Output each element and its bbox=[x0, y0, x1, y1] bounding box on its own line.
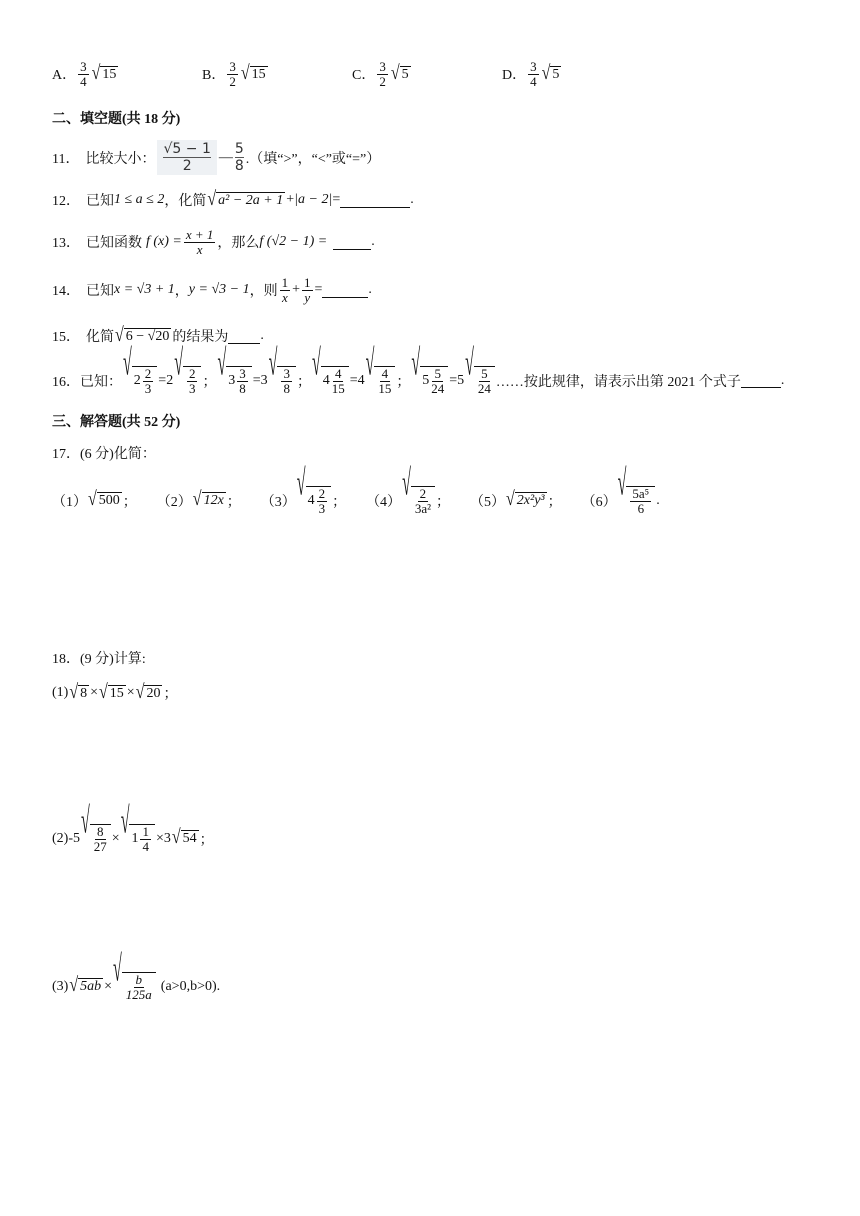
question-12 bbox=[52, 190, 414, 210]
q12-end: . bbox=[410, 192, 414, 207]
option-fraction: $\frac{3}{4}$ bbox=[80, 59, 87, 89]
q16-end: . bbox=[780, 372, 785, 388]
q14-y: y = √3 − 1 bbox=[188, 282, 250, 298]
q14-text: 已知 bbox=[86, 284, 114, 300]
q18-p2-sqrt-3: √ 54 bbox=[171, 826, 197, 849]
q15-end: . bbox=[260, 328, 264, 343]
q16-coefficient: 4 bbox=[357, 372, 365, 388]
q16-coefficient: 3 bbox=[260, 372, 268, 388]
q17-separator: ； bbox=[226, 494, 241, 510]
q18-p1-sqrt-b: √ 15 bbox=[99, 681, 124, 703]
option-label: C． bbox=[352, 68, 376, 84]
q16-term-rhs: √ $\frac{5}{24}$ bbox=[465, 366, 495, 395]
q16-term-rhs: √ $\frac{4}{15}$ bbox=[366, 366, 396, 395]
q18-p2-label: (2)-5 bbox=[52, 830, 80, 846]
q12-answer-blank[interactable] bbox=[340, 193, 410, 208]
q14-frac-1: $\frac{1}{x}$ bbox=[281, 275, 289, 305]
q18-p2-end: ； bbox=[199, 832, 214, 848]
q17-item-expression: √ $\frac{\text{5a⁵}}{6}$ bbox=[618, 486, 656, 515]
q11-hint: .（填“>”，“<”或“=”） bbox=[245, 151, 381, 167]
q17-item-label: （2） bbox=[156, 494, 192, 510]
q14-end: . bbox=[368, 282, 372, 298]
question-15 bbox=[52, 326, 264, 346]
q18-p2-times: × bbox=[111, 830, 120, 846]
q13-text: 已知函数 bbox=[86, 236, 142, 252]
q16-coefficient: 5 bbox=[457, 372, 465, 388]
q18-p1-end: ； bbox=[163, 687, 178, 702]
q16-separator: ； bbox=[396, 374, 411, 390]
option-fraction: $\frac{3}{2}$ bbox=[379, 59, 386, 89]
question-16 bbox=[52, 344, 785, 396]
q18-p1-times: × bbox=[90, 685, 99, 700]
q14-number: 14． bbox=[52, 284, 80, 300]
question-18-head bbox=[52, 648, 146, 668]
question-18-part-3 bbox=[52, 950, 221, 1002]
q18-p2-sqrt-1: √ $\frac{8}{27}$ bbox=[81, 824, 111, 853]
option-c[interactable] bbox=[352, 60, 412, 88]
question-17-items bbox=[52, 464, 660, 516]
q17-item-expression: √ $\frac{2}{\text{3a²}}$ bbox=[402, 486, 435, 515]
q16-term-rhs: √ $\frac{3}{8}$ bbox=[269, 366, 296, 395]
q14-answer-blank[interactable] bbox=[322, 283, 368, 298]
option-radical: √ 5 bbox=[390, 62, 409, 84]
q16-term-lhs: √ 5 $\frac{5}{24}$ bbox=[411, 366, 448, 395]
q16-equals: = bbox=[252, 372, 261, 388]
q17-heading: 17．(6 分)化简： bbox=[52, 447, 156, 462]
q12-text: 已知 bbox=[86, 194, 114, 209]
q14-frac-2: $\frac{1}{y}$ bbox=[304, 275, 311, 305]
q17-item-label: （5） bbox=[470, 494, 506, 510]
q18-p2-sqrt-2: √ 1 $\frac{1}{4}$ bbox=[121, 824, 155, 853]
q16-term-lhs: √ 2 $\frac{2}{3}$ bbox=[123, 366, 157, 395]
q18-p1-label: (1) bbox=[52, 685, 69, 700]
section2-title: 二、填空题(共 18 分) bbox=[52, 112, 181, 127]
q13-number: 13． bbox=[52, 236, 80, 252]
q17-separator: . bbox=[656, 492, 660, 508]
q16-equals: = bbox=[158, 372, 167, 388]
q17-separator: ； bbox=[332, 494, 347, 510]
q17-separator: ； bbox=[547, 494, 562, 510]
q14-x: x = √3 + 1 bbox=[114, 282, 175, 298]
question-13 bbox=[52, 228, 375, 256]
q15-mid: 的结果为 bbox=[172, 330, 229, 345]
q17-item-expression: √ 2x²y³ bbox=[506, 488, 545, 511]
q18-p3-times: × bbox=[104, 978, 113, 994]
q16-separator: ； bbox=[296, 374, 311, 390]
option-radical: √ 5 bbox=[541, 62, 560, 84]
q16-equals: = bbox=[349, 372, 358, 388]
question-17-head bbox=[52, 443, 156, 463]
option-fraction: $\frac{3}{4}$ bbox=[530, 59, 537, 89]
q17-separator: ； bbox=[122, 494, 137, 510]
option-radical: √ 15 bbox=[240, 62, 266, 84]
q14-plus: + bbox=[292, 282, 300, 298]
q18-p1-sqrt-a: √ 8 bbox=[69, 681, 88, 703]
q13-fraction: $\frac{x + 1}{x}$ bbox=[185, 227, 214, 257]
q16-number: 16． bbox=[52, 374, 80, 390]
q17-item-label: （3） bbox=[260, 494, 296, 510]
q18-p3-label: (3) bbox=[52, 978, 69, 994]
q12-number: 12． bbox=[52, 194, 80, 209]
q18-p3-sqrt-2: √ $\frac{b}{125a}$ bbox=[113, 972, 156, 1001]
section-title-answer bbox=[52, 411, 180, 431]
option-d[interactable] bbox=[502, 60, 562, 88]
q17-separator: ； bbox=[436, 494, 451, 510]
question-18-part-1 bbox=[52, 683, 177, 703]
q15-number: 15． bbox=[52, 330, 80, 345]
q16-term-rhs: √ $\frac{2}{3}$ bbox=[174, 366, 201, 395]
q17-item-expression: √ 500 bbox=[88, 488, 120, 511]
q15-answer-blank[interactable] bbox=[228, 329, 260, 344]
option-label: B． bbox=[202, 68, 226, 84]
option-label: A． bbox=[52, 68, 77, 84]
question-14 bbox=[52, 276, 372, 304]
question-18-part-2 bbox=[52, 802, 214, 854]
q16-coefficient: 2 bbox=[166, 372, 174, 388]
q12-eq: = bbox=[332, 192, 341, 207]
q11-fraction: 5 8 bbox=[234, 141, 244, 174]
q18-p1-sqrt-c: √ 20 bbox=[135, 681, 161, 703]
q17-item-label: （1） bbox=[52, 494, 87, 510]
q15-text: 化简 bbox=[86, 330, 114, 345]
q17-item-label: （4） bbox=[366, 494, 402, 510]
question-11 bbox=[52, 140, 380, 175]
q16-answer-blank[interactable] bbox=[741, 373, 781, 388]
q14-mid: ，则 bbox=[249, 284, 278, 300]
q13-mid: ，那么 bbox=[217, 236, 260, 252]
option-fraction: $\frac{3}{2}$ bbox=[229, 59, 236, 89]
q17-item-expression: √ 4 $\frac{2}{3}$ bbox=[297, 486, 331, 515]
q18-p3-sqrt-1: √ 5ab bbox=[69, 974, 102, 997]
q13-function: f (x) = bbox=[146, 234, 182, 250]
q12-mid: ，化简 bbox=[164, 194, 207, 209]
q13-eval: f (√2 − 1) = bbox=[259, 234, 328, 250]
q18-p1-times-2: × bbox=[126, 685, 135, 700]
q11-number: 11． bbox=[52, 151, 80, 167]
q12-plus: + bbox=[286, 192, 295, 207]
q13-answer-blank[interactable] bbox=[333, 235, 371, 250]
q16-tail: ……按此规律，请表示出第 2021 个式子 bbox=[495, 374, 741, 390]
q14-eq: = bbox=[314, 282, 323, 298]
q16-separator: ； bbox=[202, 374, 217, 390]
option-label: D． bbox=[502, 68, 527, 84]
option-radical: √ 15 bbox=[91, 62, 117, 84]
q16-term-lhs: √ 4 $\frac{4}{15}$ bbox=[312, 366, 349, 395]
q18-p3-condition: (a>0,b>0). bbox=[160, 978, 221, 994]
q12-sqrt: √ a² − 2a + 1 bbox=[207, 188, 284, 210]
q12-abs: |a − 2| bbox=[294, 192, 333, 207]
option-b[interactable] bbox=[202, 60, 269, 88]
q15-sqrt: √ 6 − √20 bbox=[115, 324, 170, 346]
q11-blank-dash: — bbox=[218, 149, 233, 165]
q11-text: 比较大小： bbox=[85, 151, 156, 167]
section-title-fill-blank bbox=[52, 108, 180, 128]
q17-item-label: （6） bbox=[581, 494, 617, 510]
option-a[interactable] bbox=[52, 60, 119, 88]
q16-equals: = bbox=[449, 372, 458, 388]
q12-condition: 1 ≤ a ≤ 2 bbox=[114, 192, 165, 207]
q16-text: 已知： bbox=[80, 374, 122, 390]
q18-p2-mid: ×3 bbox=[155, 830, 171, 846]
q18-heading: 18．(9 分)计算: bbox=[52, 652, 146, 667]
section3-title: 三、解答题(共 52 分) bbox=[52, 415, 181, 430]
q17-item-expression: √ 12x bbox=[192, 488, 224, 511]
q11-image-fraction: √5 − 1 2 bbox=[157, 140, 216, 175]
q16-term-lhs: √ 3 $\frac{3}{8}$ bbox=[217, 366, 251, 395]
q13-end: . bbox=[371, 234, 375, 250]
q14-sep: ， bbox=[174, 284, 189, 300]
